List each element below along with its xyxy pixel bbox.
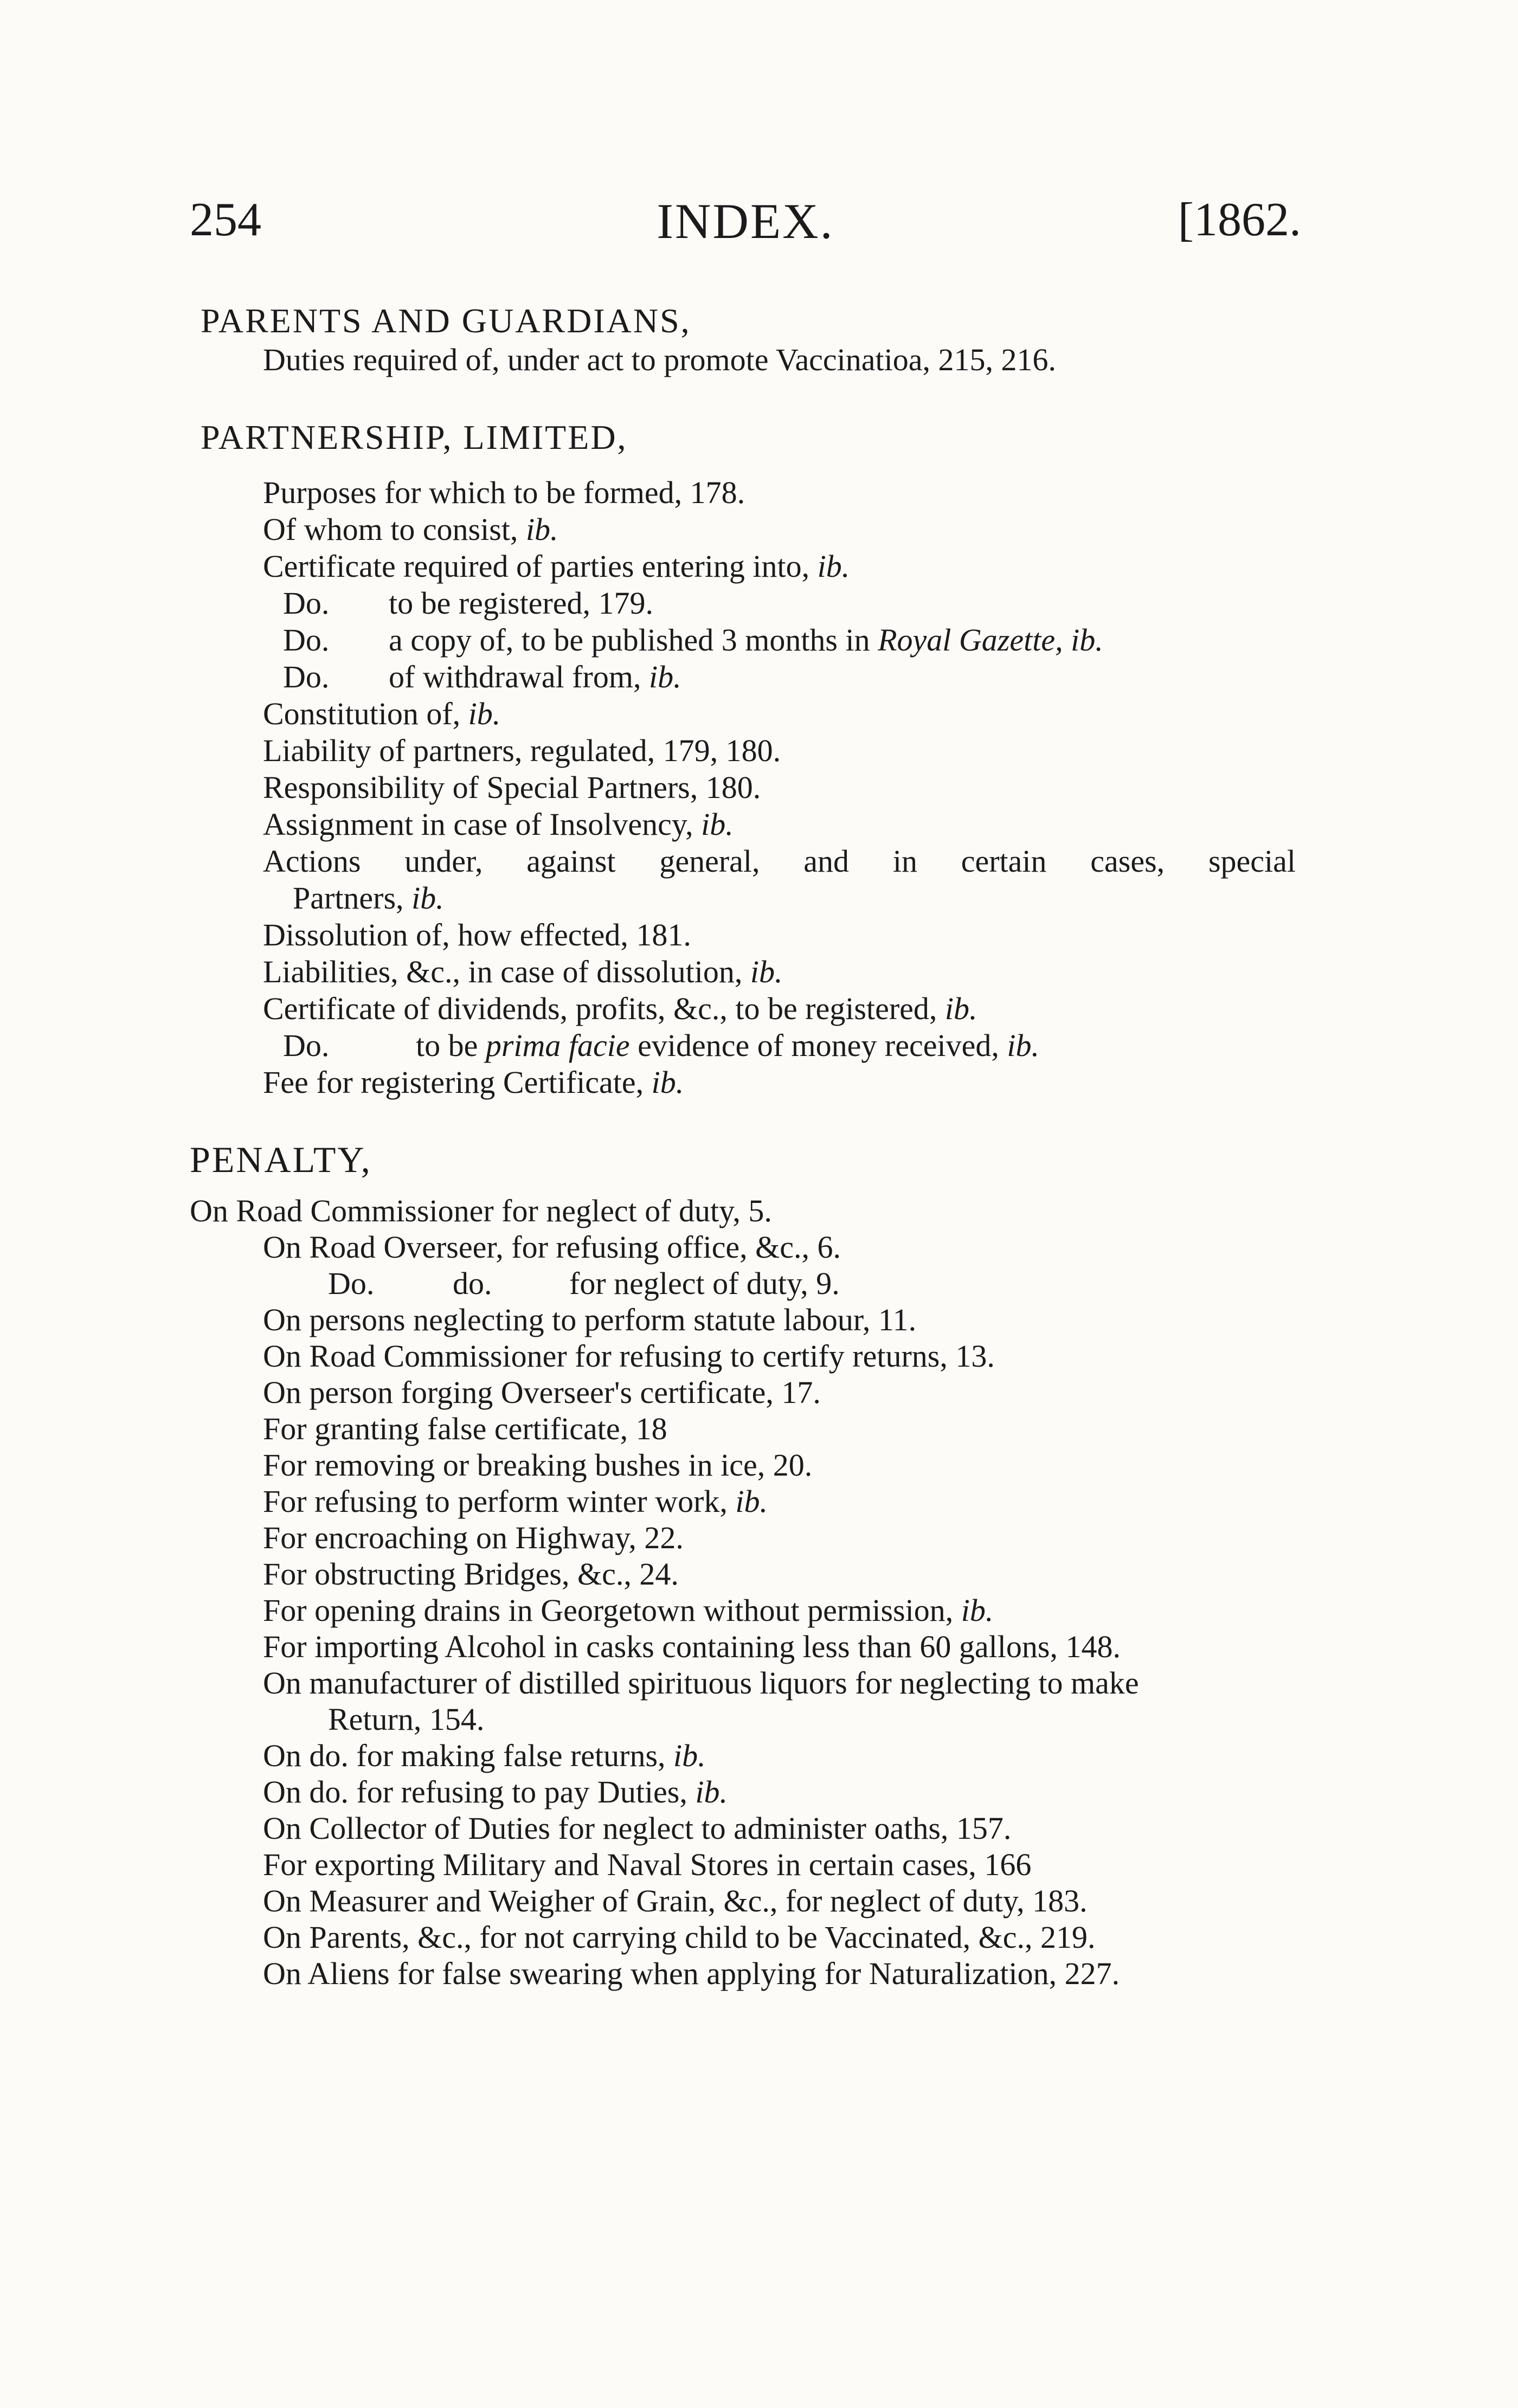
index-entry: Do. a copy of, to be published 3 months in Royal Gazette, ib. xyxy=(283,622,1103,658)
index-entry: Constitution of, ib. xyxy=(263,696,501,731)
index-entry: Liability of partners, regulated, 179, 180. xyxy=(263,733,781,768)
index-entry: Liabilities, &c., in case of dissolution, ib. xyxy=(263,954,783,989)
index-entry: For refusing to perform winter work, ib. xyxy=(263,1484,768,1519)
page-title: INDEX. xyxy=(657,194,834,249)
index-entry: Actions under, against general, and in certain cases, special xyxy=(263,844,1296,879)
index-entry: On Aliens for false swearing when applying for Naturalization, 227. xyxy=(263,1956,1120,1991)
index-entry: Do. of withdrawal from, ib. xyxy=(283,659,681,694)
index-entry: On Road Overseer, for refusing office, &c., 6. xyxy=(263,1229,841,1265)
index-entry: For encroaching on Highway, 22. xyxy=(263,1520,684,1555)
page-number: 254 xyxy=(190,194,261,246)
index-entry: On do. for making false returns, ib. xyxy=(263,1738,706,1773)
section-heading-partnership: PARTNERSHIP, LIMITED, xyxy=(201,418,628,456)
index-entry: On person forging Overseer's certificate, 17. xyxy=(263,1375,821,1410)
index-entry: On Collector of Duties for neglect to administer oaths, 157. xyxy=(263,1811,1012,1846)
index-entry: For granting false certificate, 18 xyxy=(263,1411,667,1446)
running-header xyxy=(190,192,1301,252)
index-entry: Duties required of, under act to promote Vaccinatioa, 215, 216. xyxy=(263,342,1056,377)
index-entry: On Road Commissioner for refusing to certify returns, 13. xyxy=(263,1338,995,1374)
index-entry: On Road Commissioner for neglect of duty, 5. xyxy=(190,1193,772,1228)
index-entry: Dissolution of, how effected, 181. xyxy=(263,917,691,952)
index-entry: On Parents, &c., for not carrying child to be Vaccinated, &c., 219. xyxy=(263,1920,1096,1955)
index-entry: Partners, ib. xyxy=(293,880,444,916)
index-entry: For exporting Military and Naval Stores in certain cases, 166 xyxy=(263,1847,1032,1882)
index-entry: Certificate required of parties entering into, ib. xyxy=(263,549,850,584)
index-entry: For obstructing Bridges, &c., 24. xyxy=(263,1556,679,1592)
index-entry: Do. do. for neglect of duty, 9. xyxy=(328,1266,840,1301)
index-entry: On do. for refusing to pay Duties, ib. xyxy=(263,1774,728,1810)
index-entry: Responsibility of Special Partners, 180. xyxy=(263,770,761,805)
index-entry: Assignment in case of Insolvency, ib. xyxy=(263,807,734,842)
section-heading-penalty: PENALTY, xyxy=(190,1139,372,1180)
index-entry: For opening drains in Georgetown without permission, ib. xyxy=(263,1593,994,1628)
index-entry: On manufacturer of distilled spirituous liquors for neglecting to make xyxy=(263,1665,1139,1701)
index-entry: For importing Alcohol in casks containing less than 60 gallons, 148. xyxy=(263,1629,1121,1664)
index-entry: Return, 154. xyxy=(328,1702,485,1737)
index-entry: Do. to be registered, 179. xyxy=(283,585,654,621)
year-label: [1862. xyxy=(1178,194,1301,246)
index-entry: Fee for registering Certificate, ib. xyxy=(263,1065,684,1100)
index-entry: For removing or breaking bushes in ice, 20. xyxy=(263,1447,813,1483)
index-entry: On persons neglecting to perform statute labour, 11. xyxy=(263,1302,917,1337)
index-entry: Purposes for which to be formed, 178. xyxy=(263,475,745,510)
index-entry: Of whom to consist, ib. xyxy=(263,512,558,547)
index-entry: On Measurer and Weigher of Grain, &c., for neglect of duty, 183. xyxy=(263,1883,1088,1918)
index-entry: Do. to be prima facie evidence of money received, ib. xyxy=(283,1028,1039,1063)
section-heading-parents: PARENTS AND GUARDIANS, xyxy=(201,301,691,340)
index-entry: Certificate of dividends, profits, &c., to be registered, ib. xyxy=(263,991,977,1026)
